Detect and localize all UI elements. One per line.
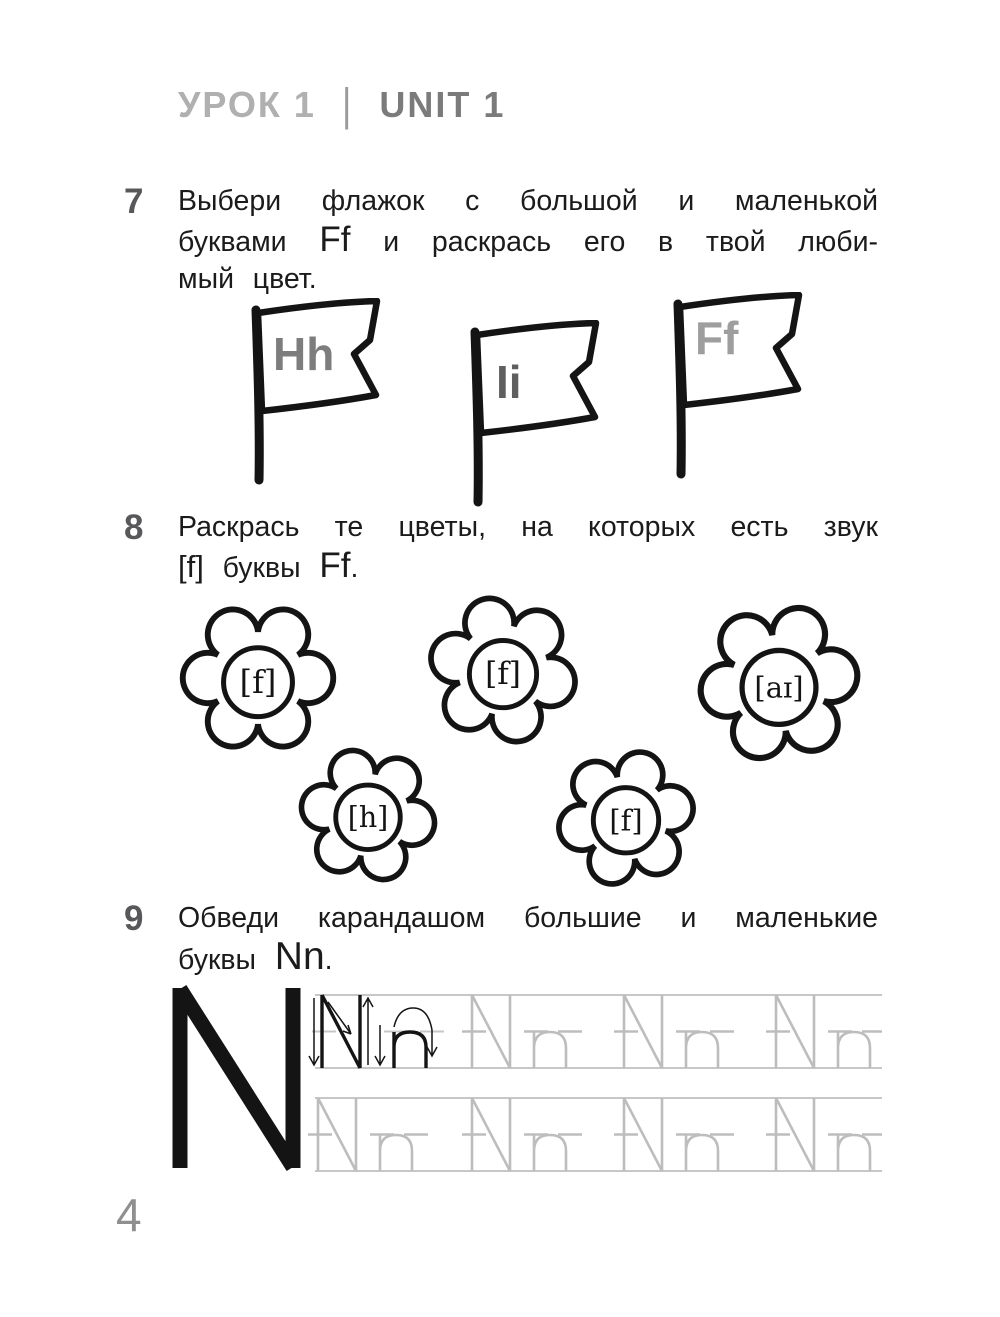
exercise-8-text (178, 509, 878, 587)
exercise-7-line-1: Выбери флажок с большой и маленькой (178, 185, 878, 217)
guide-lines (315, 995, 882, 1171)
exercise-9-line-2-pre: буквы (178, 943, 257, 976)
tracing-practice (172, 983, 882, 1175)
exercise-7-line-2 (178, 221, 878, 262)
exercise-9-line-1: Обведи карандашом большие и маленькие (178, 902, 878, 934)
flower-label: [aɪ] (754, 670, 804, 705)
exercise-8-phonetic-f: [f] (178, 548, 204, 584)
flag-ff (665, 292, 840, 482)
flower-h (293, 740, 443, 890)
flower-f-3 (550, 742, 702, 894)
flower-label: [h] (347, 800, 389, 834)
exercise-9-number: 9 (124, 899, 144, 938)
big-letter-n (180, 988, 293, 1168)
exercise-9-letters-nn: Nn (274, 934, 325, 978)
trace-example-group (309, 995, 444, 1068)
page-header (178, 78, 506, 130)
flag-hh-label: Hh (273, 328, 335, 380)
flower-ai (691, 595, 867, 771)
exercise-8-number: 8 (124, 508, 144, 547)
flower-label: [f] (609, 803, 643, 838)
flag-ff-label: Ff (695, 312, 739, 364)
flower-f-1 (174, 594, 342, 762)
page-number: 4 (116, 1189, 142, 1241)
exercise-7-line-2-pre: буквами (178, 225, 287, 258)
flower-label: [f] (239, 663, 277, 702)
exercise-8-letters-ff: Ff (319, 545, 351, 585)
exercise-7-text (178, 183, 878, 299)
flag-hh (243, 298, 418, 488)
header-divider: | (341, 78, 354, 130)
exercise-9-line-2 (178, 934, 878, 980)
flower-f-2 (421, 588, 585, 752)
exercise-7-letters-ff: Ff (319, 219, 351, 259)
flag-ii-label: Ii (496, 356, 522, 408)
example-letters-nn (322, 995, 426, 1068)
unit-title: UNIT 1 (379, 84, 506, 125)
exercise-7-line-2-post: и раскрась его в твой люби- (383, 225, 879, 258)
exercise-9-period: . (324, 943, 333, 976)
flag-ii (462, 320, 637, 510)
exercise-7-line-3: мый цвет. (178, 263, 317, 295)
flower-label: [f] (485, 656, 521, 693)
exercise-9-text (178, 900, 878, 979)
flag-shape (475, 323, 596, 502)
exercise-8-line-1: Раскрась те цветы, на которых есть звук (178, 511, 878, 543)
exercise-7-number: 7 (124, 182, 144, 221)
exercise-8-line-2-mid: буквы (222, 551, 301, 584)
exercise-8-line-2 (178, 547, 878, 588)
trace-groups (308, 995, 882, 1171)
lesson-title: УРОК 1 (178, 84, 316, 125)
exercise-8-period: . (350, 551, 359, 584)
